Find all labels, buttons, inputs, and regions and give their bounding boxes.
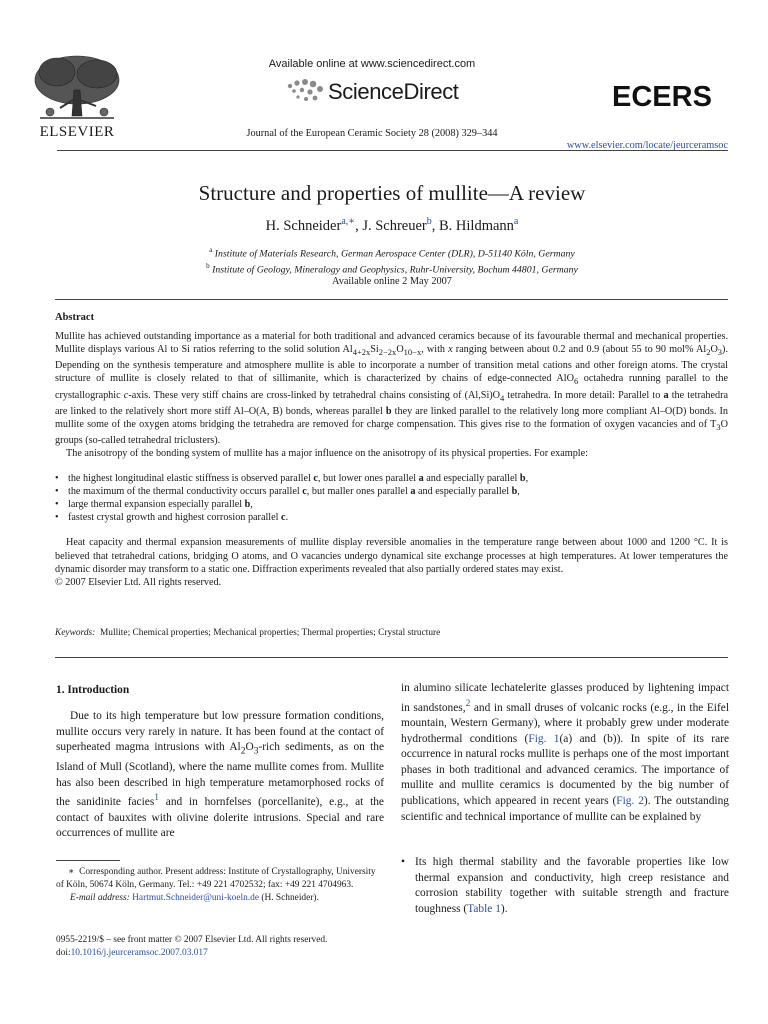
header-divider <box>57 150 728 151</box>
reference-link[interactable]: 2 <box>465 698 471 709</box>
anisotropy-bullet-list <box>55 472 728 524</box>
keywords-divider <box>55 657 728 658</box>
sciencedirect-wordmark: ScienceDirect <box>328 79 459 104</box>
author-affiliation-marker[interactable]: a <box>513 216 519 227</box>
table-1-link[interactable]: Table 1 <box>467 902 501 915</box>
list-item: • large thermal expansion especially parallel b, <box>55 498 728 511</box>
author-name: J. Schreuer <box>362 217 427 234</box>
issn-doi-block <box>56 934 384 960</box>
author-name: B. Hildmann <box>439 217 514 234</box>
affiliations <box>56 244 728 277</box>
affiliation-a: $^a$ Institute of Materials Research, German Aerospace Center (DLR), D-51140 Köln, Germany <box>209 246 575 260</box>
available-online-date: Available online 2 May 2007 <box>332 276 452 287</box>
section-heading-introduction: 1. Introduction <box>56 684 130 696</box>
list-item: • the highest longitudinal elastic stiffness is observed parallel c, but lower ones parallel a and especially parallel b, <box>55 472 728 485</box>
affiliation-b: $^b$ Institute of Geology, Mineralogy and Geophysics, Ruhr-University, Bochum 44801, Germany <box>206 262 578 276</box>
importance-bullet: • Its high thermal stability and the favorable properties like low thermal expansion and conductivity, high creep resistance and corrosion stability together with suitable strength and fracture toughness (Table 1). <box>401 856 729 915</box>
list-item: • fastest crystal growth and highest corrosion parallel c. <box>55 511 728 524</box>
corresponding-author-footnote: ∗ Corresponding author. Present address: Institute of Crystallography, University of Köln, 50674 Köln, Germany. Tel.: +49 221 4702532; fax: +49 221 4704963. E-mail address: Hartmut.Schneider@uni-koeln.de (H. Schneider). <box>56 867 376 903</box>
copyright-line: © 2007 Elsevier Ltd. All rights reserved. <box>55 576 222 588</box>
reference-link[interactable]: 1 <box>154 793 160 804</box>
available-online-notice: Available online at www.sciencedirect.com <box>268 58 476 70</box>
list-item: • the maximum of the thermal conductivity occurs parallel c, but maller ones parallel a and especially parallel b, <box>55 485 728 498</box>
left-column-text <box>56 709 384 842</box>
author-list: H. Schneider$^{a,∗}$, J. Schreuer$^b$, B. Hildmann$^a$ <box>265 216 519 234</box>
keywords-label: Keywords: <box>55 628 96 638</box>
journal-citation: Journal of the European Ceramic Society 28 (2008) 329–344 <box>246 128 498 139</box>
publisher-name: ELSEVIER <box>39 124 115 140</box>
article-title: Structure and properties of mullite—A review <box>198 181 586 205</box>
bullet-icon: • <box>401 856 405 868</box>
body-paragraph: in alumino silicate lechatelerite glasses produced by lightening impact in sandstones,$^2$ and in small druses of volcanic rocks (e.g., in the Eifel mountain, Western Germany), where it probably grew under moderate hydrothermal conditions (Fig. 1(a) and (b)). In spite of its rare occurrence in natural rocks mullite is perhaps one of the most important phases in both traditional and advanced ceramics. The importance of mullite and mullite ceramics is documented by the big number of publications, which appeared in recent years (Fig. 2). The outstanding scientific and technical importance of mullite can be explained by <box>401 682 730 823</box>
author-affiliation-marker[interactable]: a,∗ <box>341 216 356 227</box>
abstract-paragraph: Heat capacity and thermal expansion measurements of mullite display reversible anomalies in the temperature range between about 1000 and 1200 °C. It is believed that tetrahedral cations, bridging O atoms, and O vacancies undergo dynamical site exchange processes at high temperatures. At lower temperatures the dynamic disorder may transform to a static one. Diffraction experiments revealed that also partially ordered states may exist. <box>55 537 728 575</box>
author-affiliation-marker[interactable]: b <box>426 216 432 227</box>
body-paragraph: Due to its high temperature but low pressure formation conditions, mullite occurs very rarely in nature. It has been found at the contact of superheated magma intrusions with $Al_2O_3$-rich sediments, as on the Island of Mull (Scotland), where the name mullite comes from. Mullite has also been described in high temperature metamorphosed rocks of the sanidinite facies$^1$ and in hornfelses (porcellanite), e.g., at the contact of bauxites with olivine dolerite intrusions. Special and rare occurrences of mullite are <box>56 710 384 840</box>
ecers-society-logo <box>612 80 730 110</box>
journal-homepage-link[interactable]: www.elsevier.com/locate/jeurceramsoc <box>566 140 728 151</box>
abstract-paragraph: The anisotropy of the bonding system of mullite has a major influence on the anisotropy of its physical properties. For example: <box>66 447 588 459</box>
abstract-heading: Abstract <box>55 312 95 323</box>
keywords-text: Mullite; Chemical properties; Mechanical properties; Thermal properties; Crystal structure <box>99 628 441 638</box>
abstract-paragraph: Mullite has achieved outstanding importance as a material for both traditional and advanced ceramics because of its favourable thermal and mechanical properties. Mullite displays various Al to Si ratios referring to the solid solution $Al_{4+2x}Si_{2-2x}O_{10-x}$, with x ranging between about 0.2 and 0.9 (about 55 to 90 mol% $Al_2O_3$). Depending on the synthesis temperature and atmosphere mullite is able to incorporate a number of transition metal cations and other foreign atoms. The crystal structure of mullite is closely related to that of sillimanite, which is characterized by chains of edge-connected AlO$_6$ octahedra running parallel to the crystallographic c-axis. These very stiff chains are cross-linked by tetrahedral chains consisting of $(Al,Si)O_4$ tetrahedra. In more detail: Parallel to a the tetrahedra are linked to the relatively short more stiff Al–O(A, B) bonds, whereas parallel b they are linked parallel to the relatively long more compliant Al–O(D) bonds. In mullite some of the oxygen atoms bridging the tetrahedra are removed for charge compensation. This gives rise to the formation of oxygen vacancies and of $T_3O$ groups (so-called tetrahedral triclusters). <box>55 331 729 446</box>
svg-text:ECERS: ECERS <box>612 81 712 110</box>
doi-link[interactable]: 10.1016/j.jeurceramsoc.2007.03.017 <box>70 948 208 958</box>
figure-1-link[interactable]: Fig. 1 <box>528 732 560 745</box>
issn-line: 0955-2219/$ – see front matter © 2007 Elsevier Ltd. All rights reserved. <box>56 935 328 945</box>
doi-line: doi:10.1016/j.jeurceramsoc.2007.03.017 <box>56 948 208 958</box>
keywords-line <box>55 628 728 638</box>
figure-2-link[interactable]: Fig. 2 <box>616 794 644 807</box>
right-column-text <box>401 681 729 825</box>
abstract-section <box>55 311 728 589</box>
footnote-divider <box>56 860 120 861</box>
author-name: H. Schneider <box>265 217 342 234</box>
abstract-top-divider <box>55 299 728 300</box>
author-email-link[interactable]: Hartmut.Schneider@uni-koeln.de <box>132 893 259 903</box>
